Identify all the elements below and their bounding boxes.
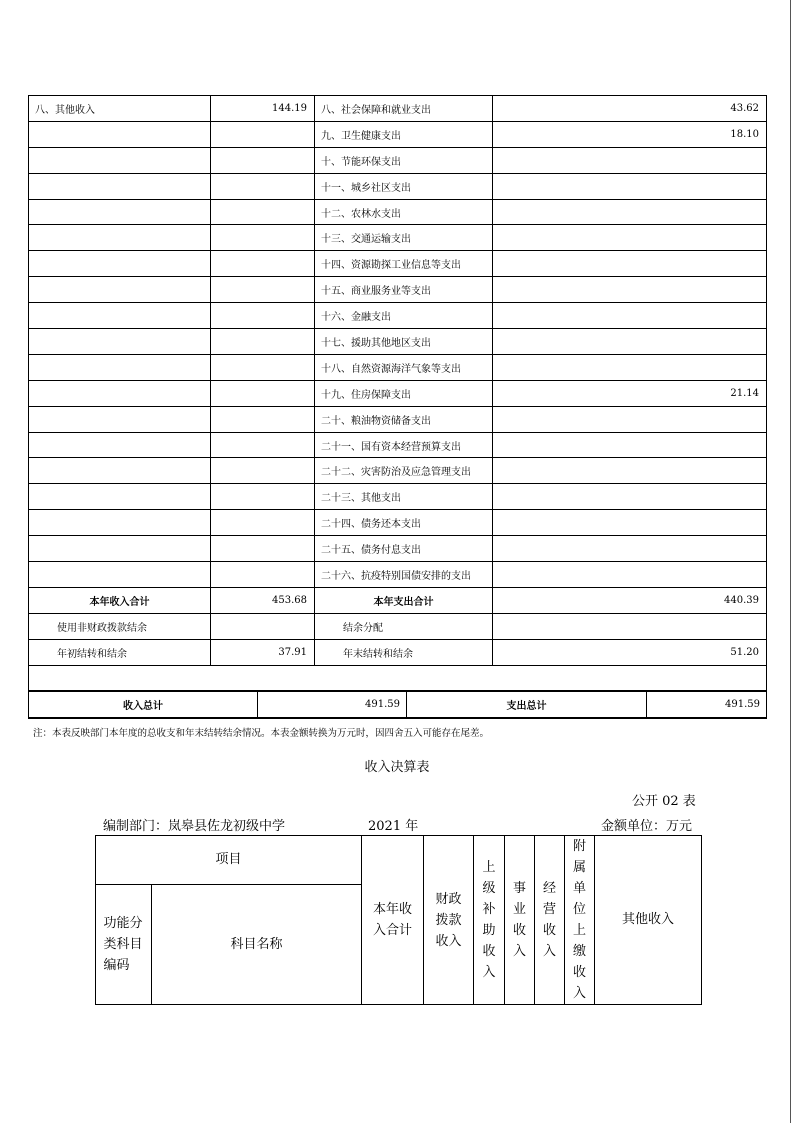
income-label — [29, 303, 211, 329]
page-edge-line — [790, 0, 791, 1123]
amount-unit: 金额单位：万元 — [601, 819, 693, 834]
table-row — [29, 277, 767, 303]
income-value — [211, 354, 315, 380]
expense-label: 十、节能环保支出 — [315, 147, 493, 173]
expense-total-label: 本年支出合计 — [315, 587, 493, 613]
expense-label: 二十五、债务付息支出 — [315, 536, 493, 562]
income-label — [29, 329, 211, 355]
expense-label: 二十三、其他支出 — [315, 484, 493, 510]
income-label — [29, 406, 211, 432]
table-row — [29, 329, 767, 355]
table-row — [29, 406, 767, 432]
non-fiscal-row — [29, 613, 767, 639]
header-item: 项目 — [96, 836, 362, 885]
income-label — [29, 484, 211, 510]
income-value — [211, 562, 315, 588]
table-row — [29, 199, 767, 225]
carry-row — [29, 639, 767, 665]
expense-value — [493, 225, 767, 251]
table-row — [29, 458, 767, 484]
expense-label: 十三、交通运输支出 — [315, 225, 493, 251]
income-grand-label: 收入总计 — [29, 692, 258, 718]
income-label — [29, 251, 211, 277]
income-total-value: 453.68 — [211, 587, 315, 613]
expense-value — [493, 484, 767, 510]
income-label — [29, 432, 211, 458]
section-title: 收入决算表 — [364, 760, 430, 775]
header-superior: 上级补助收入 — [474, 836, 505, 1005]
expense-value: 43.62 — [493, 96, 767, 122]
expense-value — [493, 303, 767, 329]
begin-carry-label: 年初结转和结余 — [29, 639, 211, 665]
expense-total-value: 440.39 — [493, 587, 767, 613]
expense-value: 21.14 — [493, 380, 767, 406]
income-label — [29, 199, 211, 225]
header-code: 功能分类科目编码 — [96, 885, 152, 1005]
header-row-1 — [96, 836, 702, 885]
surplus-dist-label: 结余分配 — [315, 613, 493, 639]
table-row — [29, 510, 767, 536]
table-row — [29, 251, 767, 277]
form-number: 公开 02 表 — [632, 794, 696, 809]
expense-label: 九、卫生健康支出 — [315, 121, 493, 147]
income-final-table — [95, 835, 702, 1005]
income-label — [29, 458, 211, 484]
table-row — [29, 354, 767, 380]
begin-carry-value: 37.91 — [211, 639, 315, 665]
expense-label: 二十、粮油物资储备支出 — [315, 406, 493, 432]
table-row — [29, 380, 767, 406]
expense-value — [493, 354, 767, 380]
expense-value — [493, 536, 767, 562]
expense-label: 二十二、灾害防治及应急管理支出 — [315, 458, 493, 484]
expense-label: 十七、援助其他地区支出 — [315, 329, 493, 355]
expense-value — [493, 329, 767, 355]
income-label — [29, 536, 211, 562]
table-row — [29, 562, 767, 588]
expense-value — [493, 510, 767, 536]
header-fiscal: 财政拨款收入 — [424, 836, 474, 1005]
income-label — [29, 277, 211, 303]
expense-value: 18.10 — [493, 121, 767, 147]
expense-label: 十五、商业服务业等支出 — [315, 277, 493, 303]
expense-value — [493, 173, 767, 199]
expense-label: 十一、城乡社区支出 — [315, 173, 493, 199]
expense-value — [493, 432, 767, 458]
income-value: 144.19 — [211, 96, 315, 122]
expense-value — [493, 251, 767, 277]
blank-cell — [29, 665, 767, 691]
table-note: 注：本表反映部门本年度的总收支和年末结转结余情况。本表金额转换为万元时，因四舍五入可能存在尾差。 — [33, 728, 490, 739]
grand-total-row — [29, 692, 767, 718]
income-value — [211, 484, 315, 510]
income-expense-table — [28, 95, 767, 691]
income-label — [29, 562, 211, 588]
end-carry-value: 51.20 — [493, 639, 767, 665]
header-operating: 经营收入 — [535, 836, 565, 1005]
income-value — [211, 510, 315, 536]
expense-label: 十六、金融支出 — [315, 303, 493, 329]
income-label: 八、其他收入 — [29, 96, 211, 122]
income-value — [211, 329, 315, 355]
income-value — [211, 251, 315, 277]
income-value — [211, 458, 315, 484]
income-label — [29, 147, 211, 173]
header-total: 本年收入合计 — [362, 836, 424, 1005]
income-value — [211, 277, 315, 303]
grand-total-table — [28, 691, 767, 719]
expense-value — [493, 458, 767, 484]
department: 编制部门：岚皋县佐龙初级中学 — [103, 819, 286, 834]
income-total-label: 本年收入合计 — [29, 587, 211, 613]
expense-label: 八、社会保障和就业支出 — [315, 96, 493, 122]
expense-value — [493, 147, 767, 173]
table-row — [29, 173, 767, 199]
income-value — [211, 380, 315, 406]
income-value — [211, 536, 315, 562]
income-value — [211, 173, 315, 199]
header-name: 科目名称 — [152, 885, 362, 1005]
expense-label: 二十一、国有资本经营预算支出 — [315, 432, 493, 458]
table-row — [29, 303, 767, 329]
expense-label: 十九、住房保障支出 — [315, 380, 493, 406]
expense-grand-label: 支出总计 — [407, 692, 647, 718]
expense-value — [493, 199, 767, 225]
table-row — [29, 96, 767, 122]
income-value — [211, 406, 315, 432]
income-value — [211, 432, 315, 458]
header-affiliate: 附属单位上缴收入 — [565, 836, 595, 1005]
income-label — [29, 510, 211, 536]
end-carry-label: 年末结转和结余 — [315, 639, 493, 665]
income-label — [29, 173, 211, 199]
income-value — [211, 199, 315, 225]
blank-row — [29, 665, 767, 691]
table-row — [29, 432, 767, 458]
income-value — [211, 121, 315, 147]
expense-label: 十二、农林水支出 — [315, 199, 493, 225]
table-row — [29, 225, 767, 251]
expense-label: 二十四、债务还本支出 — [315, 510, 493, 536]
income-grand-value: 491.59 — [258, 692, 407, 718]
expense-value — [493, 277, 767, 303]
income-label — [29, 354, 211, 380]
table-row — [29, 121, 767, 147]
table-row — [29, 484, 767, 510]
table-row — [29, 536, 767, 562]
non-fiscal-label: 使用非财政拨款结余 — [29, 613, 211, 639]
expense-value — [493, 406, 767, 432]
income-label — [29, 225, 211, 251]
expense-label: 十四、资源勘探工业信息等支出 — [315, 251, 493, 277]
expense-value — [493, 562, 767, 588]
header-business: 事业收入 — [505, 836, 535, 1005]
income-value — [211, 147, 315, 173]
header-other: 其他收入 — [595, 836, 702, 1005]
expense-label: 十八、自然资源海洋气象等支出 — [315, 354, 493, 380]
non-fiscal-value — [211, 613, 315, 639]
income-value — [211, 303, 315, 329]
report-year: 2021 年 — [368, 819, 419, 834]
surplus-dist-value — [493, 613, 767, 639]
expense-grand-value: 491.59 — [647, 692, 767, 718]
table-row — [29, 147, 767, 173]
expense-label: 二十六、抗疫特别国债安排的支出 — [315, 562, 493, 588]
income-label — [29, 380, 211, 406]
income-value — [211, 225, 315, 251]
income-label — [29, 121, 211, 147]
year-total-row — [29, 587, 767, 613]
